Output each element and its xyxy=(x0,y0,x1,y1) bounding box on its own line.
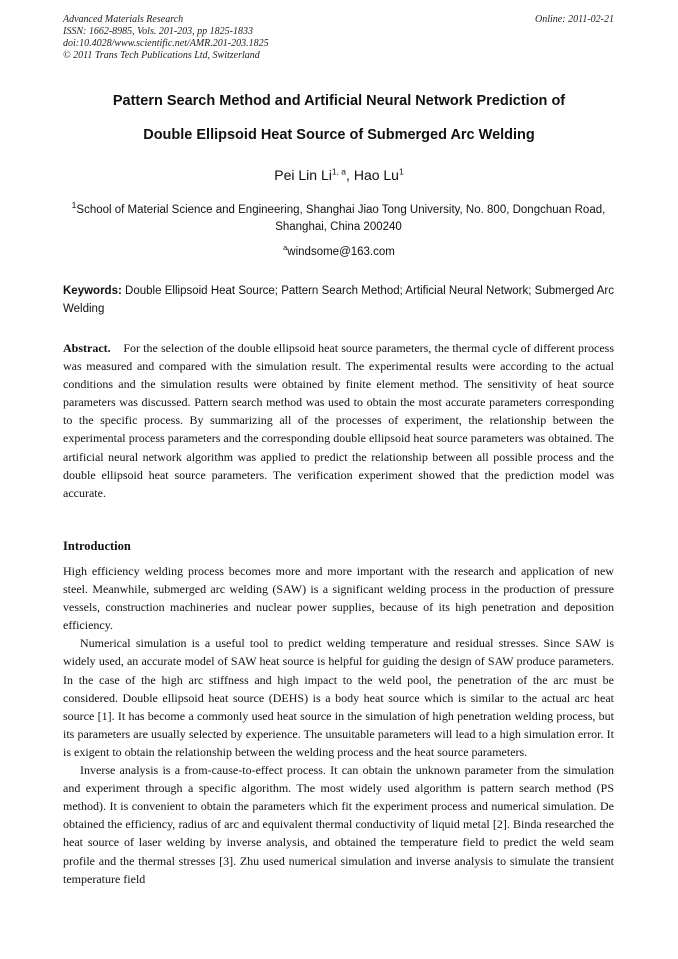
author-name: Hao Lu xyxy=(353,167,399,183)
journal-header xyxy=(63,14,269,62)
author-affiliation-mark: 1 xyxy=(398,166,404,177)
online-date: Online: 2011-02-21 xyxy=(535,14,614,25)
issn-line: ISSN: 1662-8985, Vols. 201-203, pp 1825-1833 xyxy=(63,26,253,37)
copyright-line: © 2011 Trans Tech Publications Ltd, Switzerland xyxy=(63,50,260,61)
abstract xyxy=(63,339,614,502)
author-separator: , xyxy=(346,167,354,183)
affiliation xyxy=(63,202,614,236)
author-name: Pei Lin Li xyxy=(274,167,332,183)
paragraph: High efficiency welding process becomes more and more important with the research and application of new steel. Meanwhile, submerged arc welding (SAW) is a significant welding process in the production of pressure vessels, construction machineries and nuclear power supplies, because of its high penetration and deposition efficiency. xyxy=(63,564,614,633)
author-email xyxy=(40,244,638,260)
paragraph: Numerical simulation is a useful tool to predict welding temperature and residual stresses. Since SAW is widely used, an accurate model of SAW heat source is helpful for guiding the design of SAW produce parameters. In the case of the high arc stiffness and high impact to the weld pool, the penetration of the arc must be considered. Double ellipsoid heat source (DEHS) is a body heat source which is similar to the actual arc heat source [1]. It has become a commonly used heat source in the simulation of high penetration welding process, but its parameters are usually selected by experience. The unsuitable parameters will lead to a high simulation error. It is exigent to obtain the relationship between the welding process and the heat source parameters. xyxy=(63,636,614,759)
paragraph: Inverse analysis is a from-cause-to-effect process. It can obtain the unknown parameter from the simulation and experiment through a specific algorithm. The most widely used algorithm is pattern search method (PS method). It is convenient to obtain the parameters which fit the experiment process and numerical simulation. De obtained the efficiency, radius of arc and equivalent thermal conductivity of liquid metal [2]. Binda researched the heat source of laser welding by inverse analysis, and obtained the temperature field to predict the weld seam profile and the thermal stresses [3]. Zhu used numerical simulation and inverse analysis to simulate the transient temperature field xyxy=(63,763,614,886)
introduction-body xyxy=(63,562,614,888)
author-list xyxy=(40,166,638,184)
abstract-text: For the selection of the double ellipsoid heat source parameters, the thermal cycle of different process was measured and compared with the simulation result. The experimental results were according to the actual conditions and the simulation results were obtained by finite element method. The sensitivity of heat source parameters was discussed. Pattern search method was used to obtain the most accurate parameters corresponding to the specific process. By summarizing all of the processes of experiment, the relationship between the experimental process parameters and the corresponding double ellipsoid heat source parameters was obtained. The artificial neural network algorithm was applied to predict the relationship between all possible process and the double ellipsoid heat source parameters. The verification experiment showed that the prediction model was accurate. xyxy=(63,341,614,500)
paper-title-line-2: Double Ellipsoid Heat Source of Submerged Arc Welding xyxy=(143,127,535,143)
section-heading-introduction: Introduction xyxy=(63,539,131,553)
abstract-label: Abstract. xyxy=(63,341,111,355)
author-affiliation-mark: 1, a xyxy=(331,166,347,177)
affiliation-text: School of Material Science and Engineering, Shanghai Jiao Tong University, No. 800, Dongchuan Road, Shanghai, China 200240 xyxy=(76,204,606,233)
email-mark: a xyxy=(283,243,288,253)
keywords-label: Keywords: xyxy=(63,285,122,297)
keywords-text: Double Ellipsoid Heat Source; Pattern Search Method; Artificial Neural Network; Submerged Arc Welding xyxy=(63,285,614,315)
paper-title-line-1: Pattern Search Method and Artificial Neural Network Prediction of xyxy=(112,93,566,109)
affiliation-mark: 1 xyxy=(71,200,77,211)
email-address: windsome@163.com xyxy=(287,246,395,258)
journal-name: Advanced Materials Research xyxy=(63,14,184,25)
doi-line: doi:10.4028/www.scientific.net/AMR.201-203.1825 xyxy=(63,38,269,49)
keywords xyxy=(63,282,614,318)
